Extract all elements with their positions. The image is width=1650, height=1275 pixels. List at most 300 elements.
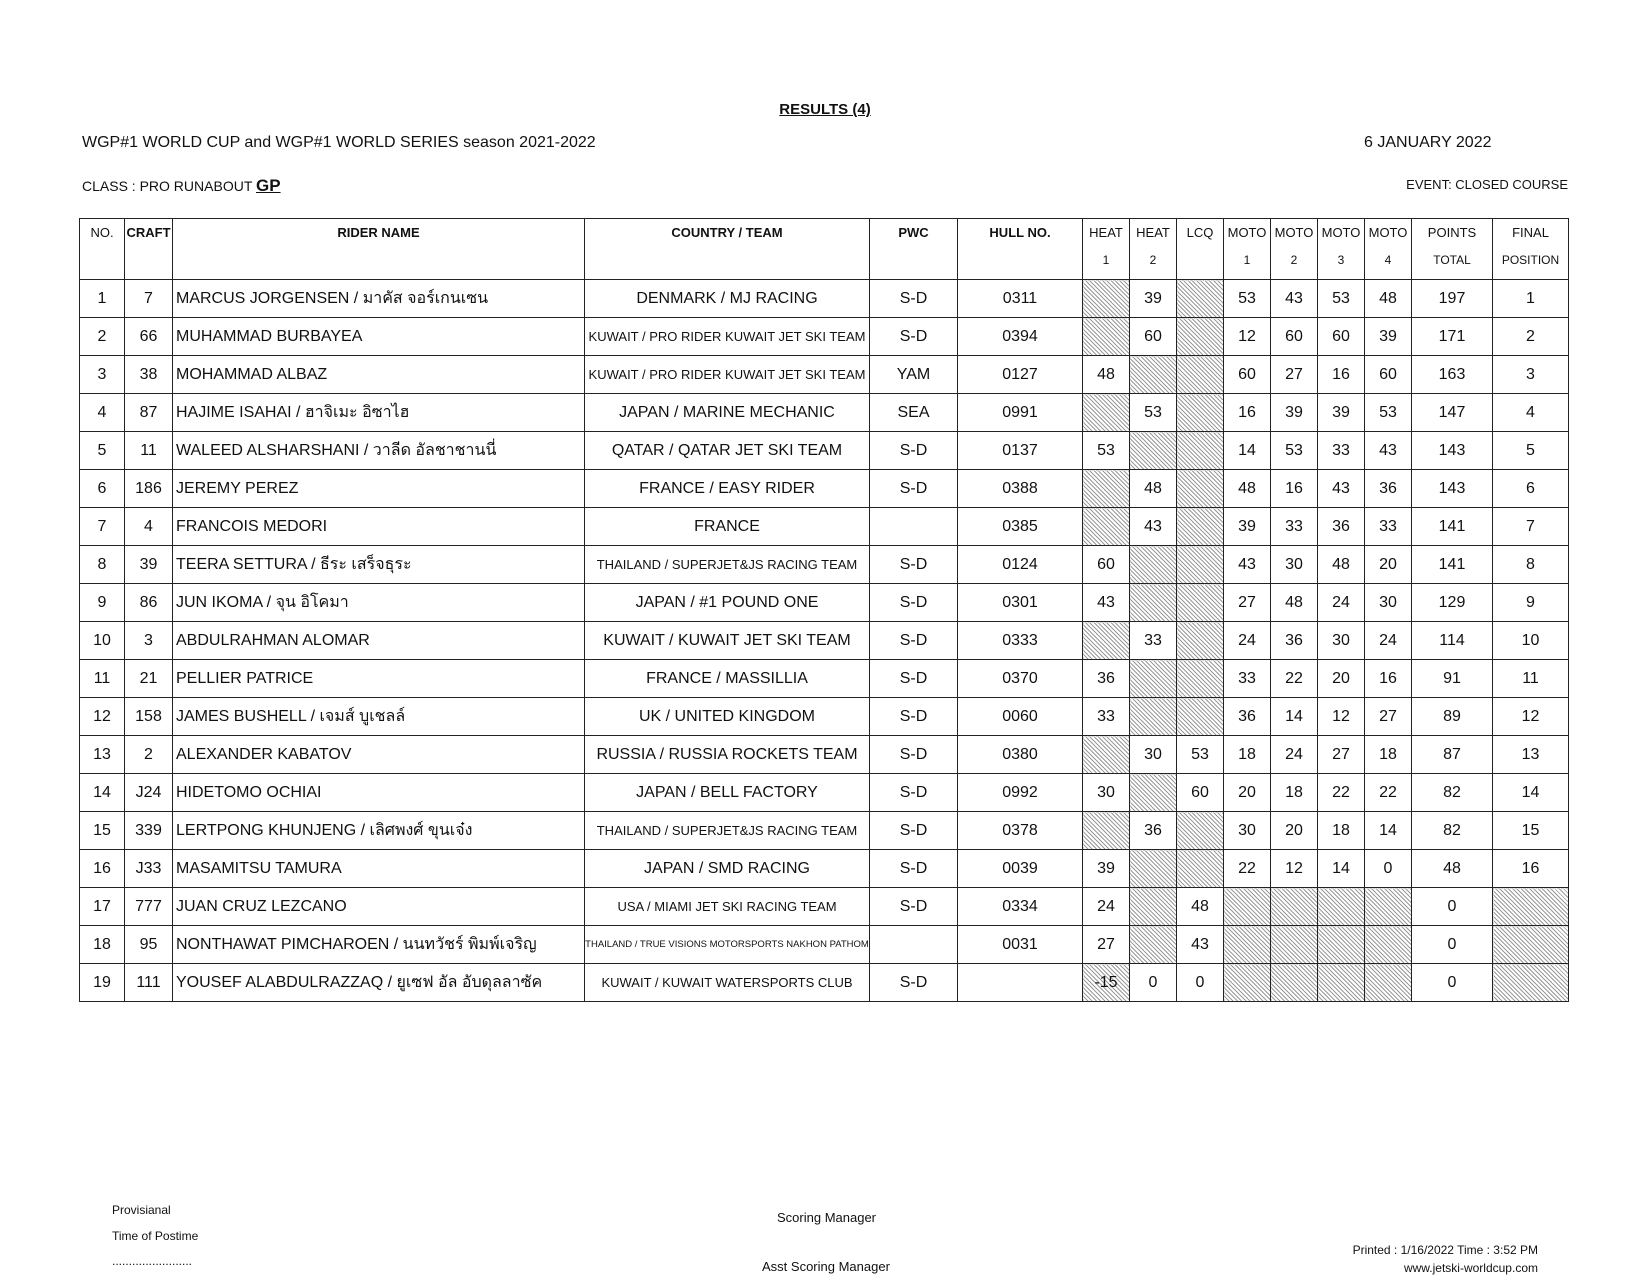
- heat1-points: [1083, 622, 1130, 660]
- moto3-points: [1318, 964, 1365, 1002]
- moto2-points: 60: [1271, 318, 1318, 356]
- rider-name: ABDULRAHMAN ALOMAR: [173, 622, 585, 660]
- column-header-sublabel: TOTAL: [1433, 253, 1471, 267]
- position-number: 2: [80, 318, 125, 356]
- lcq-points: [1177, 432, 1224, 470]
- moto4-points: 48: [1365, 280, 1412, 318]
- country-team: KUWAIT / KUWAIT JET SKI TEAM: [585, 622, 870, 660]
- rider-name: JUAN CRUZ LEZCANO: [173, 888, 585, 926]
- heat2-points: 0: [1130, 964, 1177, 1002]
- rider-name: MOHAMMAD ALBAZ: [173, 356, 585, 394]
- heat2-points: 36: [1130, 812, 1177, 850]
- column-header-label: HULL NO.: [989, 225, 1051, 240]
- final-position: 5: [1493, 432, 1569, 470]
- moto1-points: 27: [1224, 584, 1271, 622]
- country-team: JAPAN / #1 POUND ONE: [585, 584, 870, 622]
- pwc: S-D: [870, 280, 958, 318]
- lcq-points: [1177, 850, 1224, 888]
- heat2-points: [1130, 774, 1177, 812]
- country-team: JAPAN / MARINE MECHANIC: [585, 394, 870, 432]
- heat2-points: [1130, 850, 1177, 888]
- moto1-points: 24: [1224, 622, 1271, 660]
- hull-number: 0378: [958, 812, 1083, 850]
- moto1-points: 14: [1224, 432, 1271, 470]
- lcq-points: [1177, 280, 1224, 318]
- column-header: [125, 219, 173, 280]
- position-number: 13: [80, 736, 125, 774]
- column-header-sublabel: 1: [1243, 253, 1251, 267]
- column-header-label: MOTO: [1321, 225, 1361, 240]
- pwc: S-D: [870, 850, 958, 888]
- moto4-points: 14: [1365, 812, 1412, 850]
- column-header: [80, 219, 125, 280]
- heat1-points: [1083, 280, 1130, 318]
- rider-name: HIDETOMO OCHIAI: [173, 774, 585, 812]
- points-total: 129: [1412, 584, 1493, 622]
- pwc: S-D: [870, 584, 958, 622]
- final-position: 10: [1493, 622, 1569, 660]
- pwc: S-D: [870, 470, 958, 508]
- moto1-points: 36: [1224, 698, 1271, 736]
- rider-name: MASAMITSU TAMURA: [173, 850, 585, 888]
- column-header-sublabel: 4: [1384, 253, 1392, 267]
- heat1-points: 60: [1083, 546, 1130, 584]
- column-header: [1271, 219, 1318, 280]
- column-header-sublabel: 3: [1337, 253, 1345, 267]
- provisional-label: Provisianal: [112, 1203, 171, 1217]
- country-team: RUSSIA / RUSSIA ROCKETS TEAM: [585, 736, 870, 774]
- country-team: JAPAN / BELL FACTORY: [585, 774, 870, 812]
- moto2-points: 43: [1271, 280, 1318, 318]
- column-header: [1318, 219, 1365, 280]
- moto2-points: 39: [1271, 394, 1318, 432]
- hull-number: 0388: [958, 470, 1083, 508]
- event-type: EVENT: CLOSED COURSE: [1406, 177, 1568, 192]
- table-row: [80, 508, 1569, 546]
- column-header-sublabel: 2: [1290, 253, 1298, 267]
- hull-number: [958, 964, 1083, 1002]
- country-team: UK / UNITED KINGDOM: [585, 698, 870, 736]
- moto2-points: 22: [1271, 660, 1318, 698]
- table-row: [80, 280, 1569, 318]
- moto4-points: 24: [1365, 622, 1412, 660]
- heat1-points: 43: [1083, 584, 1130, 622]
- lcq-points: [1177, 622, 1224, 660]
- country-team: THAILAND / SUPERJET&JS RACING TEAM: [585, 546, 870, 584]
- position-number: 5: [80, 432, 125, 470]
- results-table: [79, 218, 1569, 1002]
- hull-number: 0991: [958, 394, 1083, 432]
- moto1-points: 53: [1224, 280, 1271, 318]
- moto3-points: 30: [1318, 622, 1365, 660]
- lcq-points: [1177, 660, 1224, 698]
- moto2-points: 20: [1271, 812, 1318, 850]
- moto4-points: 60: [1365, 356, 1412, 394]
- moto3-points: 43: [1318, 470, 1365, 508]
- rider-name: YOUSEF ALABDULRAZZAQ / ยูเซฟ อัล อับดุลลาซัค: [173, 964, 585, 1002]
- column-header-label: MOTO: [1227, 225, 1267, 240]
- table-row: [80, 774, 1569, 812]
- moto3-points: 60: [1318, 318, 1365, 356]
- moto4-points: 16: [1365, 660, 1412, 698]
- pwc: S-D: [870, 964, 958, 1002]
- final-position: 15: [1493, 812, 1569, 850]
- hull-number: 0385: [958, 508, 1083, 546]
- printed-timestamp: Printed : 1/16/2022 Time : 3:52 PM: [1352, 1243, 1538, 1257]
- moto3-points: 12: [1318, 698, 1365, 736]
- moto1-points: 39: [1224, 508, 1271, 546]
- lcq-points: 60: [1177, 774, 1224, 812]
- column-header: [1083, 219, 1130, 280]
- position-number: 8: [80, 546, 125, 584]
- heat1-points: 30: [1083, 774, 1130, 812]
- column-header: [173, 219, 585, 280]
- pwc: S-D: [870, 432, 958, 470]
- heat2-points: 48: [1130, 470, 1177, 508]
- rider-name: WALEED ALSHARSHANI / วาลีด อัลชาชานนี่: [173, 432, 585, 470]
- table-row: [80, 432, 1569, 470]
- class-code: GP: [256, 176, 281, 195]
- position-number: 6: [80, 470, 125, 508]
- column-header: [1365, 219, 1412, 280]
- moto2-points: 53: [1271, 432, 1318, 470]
- lcq-points: [1177, 698, 1224, 736]
- craft-number: 38: [125, 356, 173, 394]
- position-number: 4: [80, 394, 125, 432]
- moto3-points: 36: [1318, 508, 1365, 546]
- country-team: THAILAND / TRUE VISIONS MOTORSPORTS NAKHON PATHOM: [585, 926, 870, 964]
- final-position: 14: [1493, 774, 1569, 812]
- points-total: 91: [1412, 660, 1493, 698]
- moto1-points: 43: [1224, 546, 1271, 584]
- heat2-points: [1130, 432, 1177, 470]
- table-row: [80, 584, 1569, 622]
- heat1-points: 39: [1083, 850, 1130, 888]
- country-team: JAPAN / SMD RACING: [585, 850, 870, 888]
- moto4-points: [1365, 964, 1412, 1002]
- heat2-points: 30: [1130, 736, 1177, 774]
- event-date: 6 JANUARY 2022: [1364, 134, 1492, 151]
- moto3-points: 20: [1318, 660, 1365, 698]
- moto3-points: 39: [1318, 394, 1365, 432]
- hull-number: 0137: [958, 432, 1083, 470]
- heat1-points: [1083, 812, 1130, 850]
- column-header-sublabel: 1: [1102, 253, 1110, 267]
- hull-number: 0333: [958, 622, 1083, 660]
- column-header-label: PWC: [898, 225, 929, 240]
- moto2-points: 12: [1271, 850, 1318, 888]
- final-position: 1: [1493, 280, 1569, 318]
- heat1-points: 33: [1083, 698, 1130, 736]
- column-header: [1130, 219, 1177, 280]
- lcq-points: 0: [1177, 964, 1224, 1002]
- points-total: 143: [1412, 432, 1493, 470]
- moto1-points: 48: [1224, 470, 1271, 508]
- moto1-points: 33: [1224, 660, 1271, 698]
- rider-name: ALEXANDER KABATOV: [173, 736, 585, 774]
- moto1-points: 20: [1224, 774, 1271, 812]
- moto1-points: 16: [1224, 394, 1271, 432]
- heat1-points: 36: [1083, 660, 1130, 698]
- craft-number: 39: [125, 546, 173, 584]
- time-dots: ........................: [112, 1254, 193, 1268]
- heat2-points: 39: [1130, 280, 1177, 318]
- column-header: [585, 219, 870, 280]
- moto2-points: 30: [1271, 546, 1318, 584]
- points-total: 0: [1412, 926, 1493, 964]
- column-header: [870, 219, 958, 280]
- country-team: QATAR / QATAR JET SKI TEAM: [585, 432, 870, 470]
- moto3-points: [1318, 926, 1365, 964]
- column-header-sublabel: POSITION: [1501, 253, 1560, 267]
- table-row: [80, 964, 1569, 1002]
- points-total: 171: [1412, 318, 1493, 356]
- pwc: S-D: [870, 774, 958, 812]
- moto4-points: 53: [1365, 394, 1412, 432]
- moto2-points: 24: [1271, 736, 1318, 774]
- heat2-points: 43: [1130, 508, 1177, 546]
- final-position: 16: [1493, 850, 1569, 888]
- column-header-label: MOTO: [1368, 225, 1408, 240]
- rider-name: LERTPONG KHUNJENG / เลิศพงศ์ ขุนเจ๋ง: [173, 812, 585, 850]
- country-team: KUWAIT / PRO RIDER KUWAIT JET SKI TEAM: [585, 356, 870, 394]
- points-total: 82: [1412, 812, 1493, 850]
- rider-name: TEERA SETTURA / ธีระ เสร็จธุระ: [173, 546, 585, 584]
- points-total: 163: [1412, 356, 1493, 394]
- class-line: [82, 176, 281, 196]
- column-header-label: RIDER NAME: [337, 225, 420, 240]
- moto2-points: 16: [1271, 470, 1318, 508]
- craft-number: 186: [125, 470, 173, 508]
- column-header-sublabel: 2: [1149, 253, 1157, 267]
- position-number: 18: [80, 926, 125, 964]
- position-number: 9: [80, 584, 125, 622]
- moto3-points: 16: [1318, 356, 1365, 394]
- moto2-points: 33: [1271, 508, 1318, 546]
- craft-number: 3: [125, 622, 173, 660]
- heat2-points: 33: [1130, 622, 1177, 660]
- column-header-label: FINAL: [1512, 225, 1549, 240]
- time-of-postime-label: Time of Postime: [112, 1229, 199, 1243]
- position-number: 3: [80, 356, 125, 394]
- column-header-label: COUNTRY / TEAM: [671, 225, 783, 240]
- country-team: THAILAND / SUPERJET&JS RACING TEAM: [585, 812, 870, 850]
- hull-number: 0301: [958, 584, 1083, 622]
- final-position: [1493, 964, 1569, 1002]
- position-number: 14: [80, 774, 125, 812]
- heat1-points: [1083, 394, 1130, 432]
- column-header-label: MOTO: [1274, 225, 1314, 240]
- column-header-label: HEAT: [1136, 225, 1170, 240]
- lcq-points: [1177, 318, 1224, 356]
- hull-number: 0370: [958, 660, 1083, 698]
- moto4-points: 39: [1365, 318, 1412, 356]
- hull-number: 0124: [958, 546, 1083, 584]
- rider-name: MUHAMMAD BURBAYEA: [173, 318, 585, 356]
- position-number: 12: [80, 698, 125, 736]
- moto4-points: 33: [1365, 508, 1412, 546]
- lcq-points: [1177, 356, 1224, 394]
- position-number: 16: [80, 850, 125, 888]
- moto4-points: 22: [1365, 774, 1412, 812]
- rider-name: MARCUS JORGENSEN / มาคัส จอร์เกนเซน: [173, 280, 585, 318]
- final-position: 13: [1493, 736, 1569, 774]
- points-total: 0: [1412, 964, 1493, 1002]
- final-position: 8: [1493, 546, 1569, 584]
- points-total: 147: [1412, 394, 1493, 432]
- points-total: 87: [1412, 736, 1493, 774]
- heat1-points: 24: [1083, 888, 1130, 926]
- website-url: www.jetski-worldcup.com: [1403, 1261, 1538, 1275]
- column-header: [1177, 219, 1224, 280]
- craft-number: 2: [125, 736, 173, 774]
- final-position: 7: [1493, 508, 1569, 546]
- lcq-points: 43: [1177, 926, 1224, 964]
- heat1-points: 48: [1083, 356, 1130, 394]
- moto1-points: [1224, 964, 1271, 1002]
- table-row: [80, 546, 1569, 584]
- rider-name: JUN IKOMA / จุน อิโคมา: [173, 584, 585, 622]
- moto3-points: 48: [1318, 546, 1365, 584]
- pwc: S-D: [870, 660, 958, 698]
- final-position: [1493, 926, 1569, 964]
- pwc: S-D: [870, 736, 958, 774]
- craft-number: J24: [125, 774, 173, 812]
- heat1-points: -15: [1083, 964, 1130, 1002]
- final-position: 2: [1493, 318, 1569, 356]
- rider-name: NONTHAWAT PIMCHAROEN / นนทวัชร์ พิมพ์เจริญ: [173, 926, 585, 964]
- moto2-points: [1271, 888, 1318, 926]
- rider-name: JAMES BUSHELL / เจมส์ บูเชลล์: [173, 698, 585, 736]
- table-row: [80, 356, 1569, 394]
- moto1-points: [1224, 926, 1271, 964]
- hull-number: 0127: [958, 356, 1083, 394]
- moto2-points: [1271, 964, 1318, 1002]
- moto2-points: 36: [1271, 622, 1318, 660]
- moto3-points: 18: [1318, 812, 1365, 850]
- craft-number: 777: [125, 888, 173, 926]
- moto1-points: 12: [1224, 318, 1271, 356]
- pwc: S-D: [870, 622, 958, 660]
- country-team: FRANCE: [585, 508, 870, 546]
- position-number: 1: [80, 280, 125, 318]
- table-row: [80, 318, 1569, 356]
- table-row: [80, 660, 1569, 698]
- moto4-points: 36: [1365, 470, 1412, 508]
- heat1-points: [1083, 470, 1130, 508]
- table-body: [80, 280, 1569, 1002]
- moto1-points: 18: [1224, 736, 1271, 774]
- table-row: [80, 812, 1569, 850]
- lcq-points: [1177, 546, 1224, 584]
- position-number: 17: [80, 888, 125, 926]
- points-total: 0: [1412, 888, 1493, 926]
- pwc: S-D: [870, 698, 958, 736]
- craft-number: 86: [125, 584, 173, 622]
- final-position: 3: [1493, 356, 1569, 394]
- moto4-points: 20: [1365, 546, 1412, 584]
- rider-name: FRANCOIS MEDORI: [173, 508, 585, 546]
- pwc: S-D: [870, 546, 958, 584]
- heat1-points: 27: [1083, 926, 1130, 964]
- craft-number: 11: [125, 432, 173, 470]
- table-row: [80, 736, 1569, 774]
- pwc: S-D: [870, 318, 958, 356]
- craft-number: 111: [125, 964, 173, 1002]
- heat1-points: [1083, 508, 1130, 546]
- table-row: [80, 470, 1569, 508]
- pwc: S-D: [870, 888, 958, 926]
- moto3-points: 33: [1318, 432, 1365, 470]
- hull-number: 0311: [958, 280, 1083, 318]
- moto2-points: 18: [1271, 774, 1318, 812]
- craft-number: 66: [125, 318, 173, 356]
- pwc: YAM: [870, 356, 958, 394]
- craft-number: 4: [125, 508, 173, 546]
- moto3-points: 27: [1318, 736, 1365, 774]
- position-number: 19: [80, 964, 125, 1002]
- position-number: 11: [80, 660, 125, 698]
- lcq-points: [1177, 394, 1224, 432]
- points-total: 143: [1412, 470, 1493, 508]
- points-total: 114: [1412, 622, 1493, 660]
- moto4-points: 0: [1365, 850, 1412, 888]
- column-header: [958, 219, 1083, 280]
- moto4-points: [1365, 888, 1412, 926]
- table-row: [80, 850, 1569, 888]
- heat2-points: [1130, 660, 1177, 698]
- heat1-points: [1083, 318, 1130, 356]
- country-team: DENMARK / MJ RACING: [585, 280, 870, 318]
- moto1-points: 22: [1224, 850, 1271, 888]
- table-row: [80, 622, 1569, 660]
- moto4-points: 18: [1365, 736, 1412, 774]
- heat2-points: [1130, 356, 1177, 394]
- pwc: S-D: [870, 812, 958, 850]
- heat2-points: [1130, 584, 1177, 622]
- position-number: 15: [80, 812, 125, 850]
- table-row: [80, 888, 1569, 926]
- hull-number: 0992: [958, 774, 1083, 812]
- final-position: 12: [1493, 698, 1569, 736]
- table-row: [80, 926, 1569, 964]
- column-header-label: LCQ: [1186, 225, 1214, 240]
- craft-number: 87: [125, 394, 173, 432]
- points-total: 82: [1412, 774, 1493, 812]
- points-total: 89: [1412, 698, 1493, 736]
- moto4-points: 43: [1365, 432, 1412, 470]
- asst-scoring-manager-label: Asst Scoring Manager: [762, 1259, 890, 1274]
- craft-number: J33: [125, 850, 173, 888]
- heat2-points: [1130, 888, 1177, 926]
- final-position: 9: [1493, 584, 1569, 622]
- event-name: WGP#1 WORLD CUP and WGP#1 WORLD SERIES season 2021-2022: [82, 134, 596, 151]
- hull-number: 0394: [958, 318, 1083, 356]
- moto4-points: 30: [1365, 584, 1412, 622]
- pwc: [870, 508, 958, 546]
- moto2-points: 48: [1271, 584, 1318, 622]
- page-title: [0, 101, 1650, 118]
- pwc: SEA: [870, 394, 958, 432]
- heat2-points: [1130, 698, 1177, 736]
- lcq-points: 53: [1177, 736, 1224, 774]
- moto3-points: 24: [1318, 584, 1365, 622]
- craft-number: 21: [125, 660, 173, 698]
- moto3-points: 14: [1318, 850, 1365, 888]
- craft-number: 339: [125, 812, 173, 850]
- table-header-row: [80, 219, 1569, 280]
- hull-number: 0039: [958, 850, 1083, 888]
